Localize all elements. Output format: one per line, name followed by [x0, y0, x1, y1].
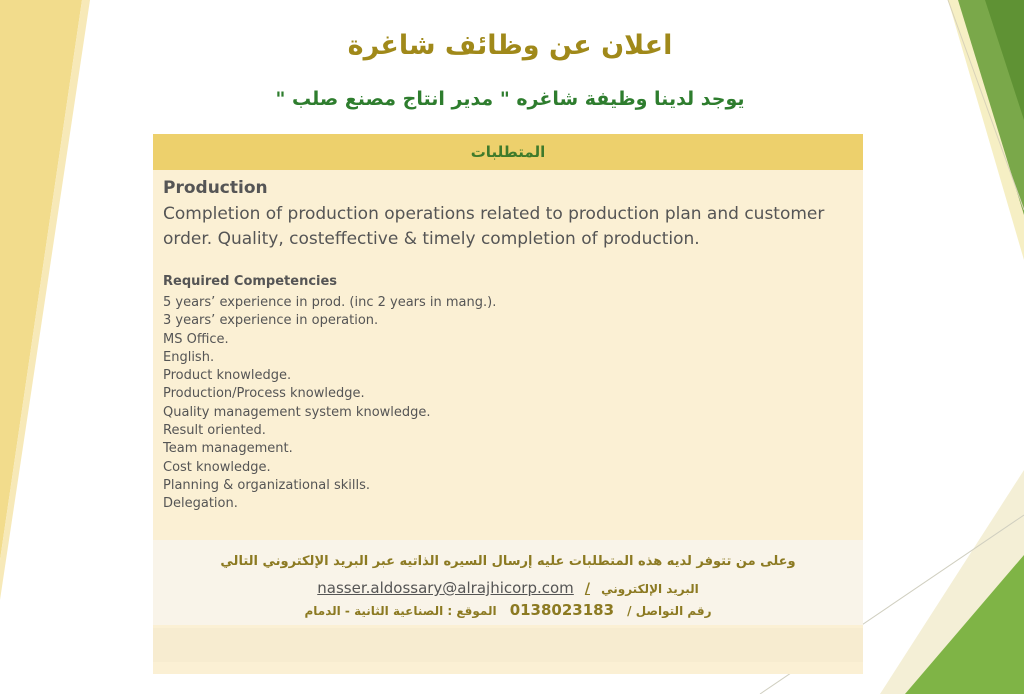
competency-item: Planning & organizational skills.	[163, 477, 370, 493]
phone-label: رقم التواصل /	[627, 604, 712, 618]
competency-item: 5 years’ experience in prod. (inc 2 years in mang.).	[163, 295, 497, 310]
section-title: Production	[163, 178, 268, 198]
page-subtitle: يوجد لدينا وظيفة شاغره " مدير انتاج مصنع صلب "	[275, 88, 745, 110]
footer-strip	[153, 628, 863, 662]
competency-item: English.	[163, 349, 215, 365]
requirements-header: المتطلبات	[153, 134, 863, 170]
competency-item: Production/Process knowledge.	[163, 386, 365, 402]
location-text: الموقع : الصناعية الثانية - الدمام	[304, 604, 497, 618]
email-separator: /	[584, 581, 591, 597]
competency-item: Delegation.	[163, 496, 238, 512]
competency-item: Product knowledge.	[163, 368, 292, 384]
phone-number: 0138023183	[509, 601, 615, 619]
competencies-list	[163, 294, 496, 514]
contact-section	[153, 540, 863, 625]
competency-item: Quality management system knowledge.	[163, 404, 431, 420]
section-description: Completion of production operations related to production plan and customer order. Quality, costeffective & timely completion of production.	[163, 204, 825, 249]
competency-item: 3 years’ experience in operation.	[163, 313, 379, 329]
phone-row	[153, 600, 863, 619]
email-label: البريد الإلكتروني	[601, 582, 699, 596]
email-link[interactable]: nasser.aldossary@alrajhicorp.com	[317, 579, 574, 597]
competencies-title: Required Competencies	[163, 274, 338, 289]
competency-item: Result oriented.	[163, 423, 266, 439]
page-title: اعلان عن وظائف شاغرة	[347, 30, 673, 61]
contact-intro: وعلى من تتوفر لديه هذه المتطلبات عليه إرسال السيره الذاتيه عبر البريد الإلكتروني التالي	[220, 554, 796, 569]
competency-item: Cost knowledge.	[163, 459, 271, 475]
competency-item: Team management.	[163, 441, 293, 457]
requirements-card	[153, 134, 863, 662]
competency-item: MS Office.	[163, 331, 229, 347]
email-row	[153, 578, 863, 597]
